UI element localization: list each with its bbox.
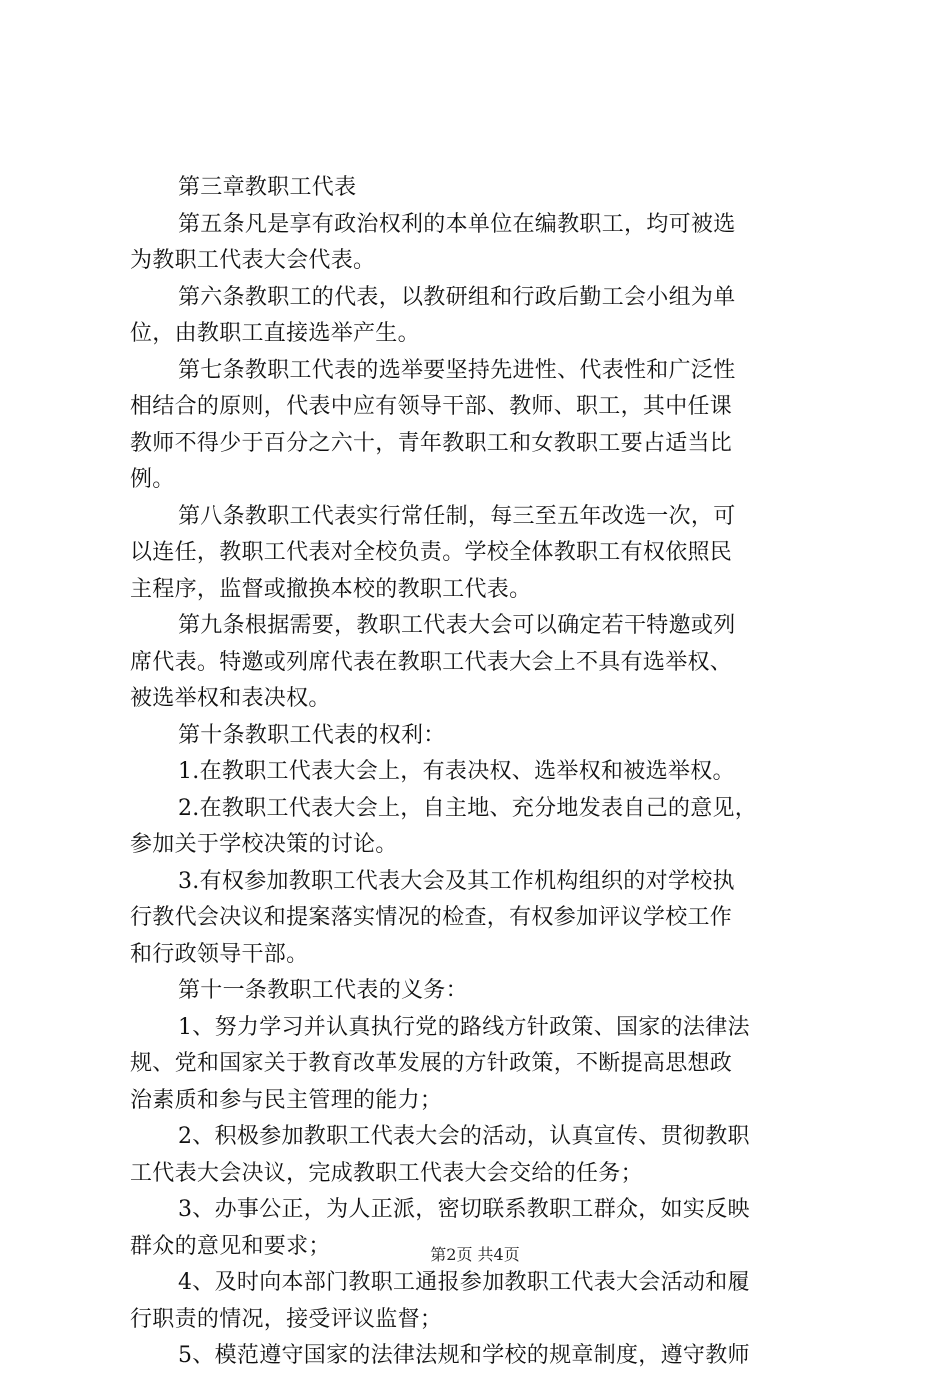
paragraph-line: 第八条教职工代表实行常任制，每三至五年改选一次，可	[178, 503, 736, 529]
list-item-line: 2、积极参加教职工代表大会的活动，认真宣传、贯彻教职	[178, 1124, 750, 1149]
paragraph-line: 第九条根据需要，教职工代表大会可以确定若干特邀或列	[178, 613, 736, 638]
chapter-heading: 第三章教职工代表	[178, 175, 357, 200]
paragraph-line: 为教职工代表大会代表。	[130, 248, 376, 273]
list-item-line: 3、办事公正，为人正派，密切联系教职工群众，如实反映	[178, 1197, 750, 1222]
list-item-line: 群众的意见和要求；	[130, 1233, 331, 1259]
list-item-line: 2.在教职工代表大会上，自主地、充分地发表自己的意见，	[178, 795, 758, 821]
paragraph-line: 第五条凡是享有政治权利的本单位在编教职工，均可被选	[178, 211, 736, 237]
list-item-line: 和行政领导干部。	[130, 941, 309, 967]
paragraph-line: 第十一条教职工代表的义务：	[178, 978, 468, 1003]
paragraph-line: 相结合的原则，代表中应有领导干部、教师、职工，其中任课	[130, 394, 733, 419]
paragraph-line: 以连任，教职工代表对全校负责。学校全体教职工有权依照民	[130, 540, 733, 565]
paragraph-line: 位，由教职工直接选举产生。	[130, 321, 420, 346]
list-item-line: 行职责的情况，接受评议监督；	[130, 1306, 443, 1332]
paragraph-line: 例。	[130, 467, 175, 492]
list-item-line: 规、党和国家关于教育改革发展的方针政策，不断提高思想政	[130, 1051, 733, 1076]
list-item-line: 1.在教职工代表大会上，有表决权、选举权和被选举权。	[178, 759, 735, 784]
paragraph-line: 第十条教职工代表的权利：	[178, 722, 446, 748]
paragraph-line: 席代表。特邀或列席代表在教职工代表大会上不具有选举权、	[130, 649, 733, 675]
list-item-line: 行教代会决议和提案落实情况的检查，有权参加评议学校工作	[130, 905, 733, 930]
paragraph-line: 主程序，监督或撤换本校的教职工代表。	[130, 576, 532, 602]
list-item-line: 参加关于学校决策的讨论。	[130, 832, 398, 857]
list-item-line: 5、模范遵守国家的法律法规和学校的规章制度，遵守教师	[178, 1343, 750, 1368]
list-item-line: 4、及时向本部门教职工通报参加教职工代表大会活动和履	[178, 1270, 750, 1295]
list-item-line: 治素质和参与民主管理的能力；	[130, 1087, 443, 1113]
paragraph-line: 被选举权和表决权。	[130, 686, 331, 711]
paragraph-line: 第七条教职工代表的选举要坚持先进性、代表性和广泛性	[178, 357, 736, 383]
paragraph-line: 第六条教职工的代表，以教研组和行政后勤工会小组为单	[178, 284, 736, 310]
list-item-line: 3.有权参加教职工代表大会及其工作机构组织的对学校执	[178, 868, 735, 894]
document-body	[130, 170, 830, 1375]
page-number-footer: 第2页 共4页	[430, 1245, 520, 1264]
list-item-line: 工代表大会决议，完成教职工代表大会交给的任务；	[130, 1160, 643, 1186]
paragraph-line: 教师不得少于百分之六十，青年教职工和女教职工要占适当比	[130, 430, 733, 456]
list-item-line: 1、努力学习并认真执行党的路线方针政策、国家的法律法	[178, 1014, 750, 1040]
